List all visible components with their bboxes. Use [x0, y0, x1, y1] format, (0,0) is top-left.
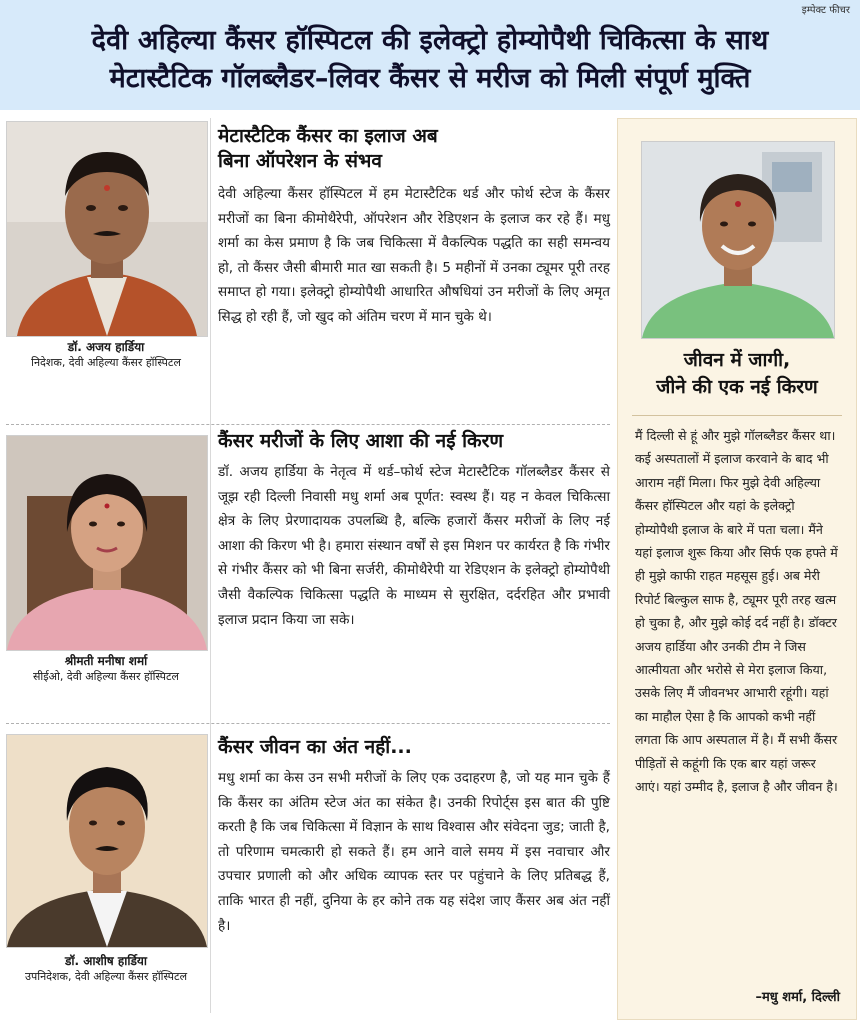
caption-ashish-hardia [6, 954, 206, 984]
testimonial-title [618, 347, 856, 401]
testimonial-signature: –मधु शर्मा, दिल्ली [755, 990, 840, 1005]
headline [0, 22, 860, 98]
section-title-line: मेटास्टैटिक कैंसर का इलाज अब [218, 125, 438, 147]
testimonial-title-line: जीवन में जागी, [683, 349, 791, 371]
headline-line-1: देवी अहिल्या कैंसर हॉस्पिटल की इलेक्ट्रो होम्योपैथी चिकित्सा के साथ [91, 25, 769, 56]
section-title [218, 124, 608, 174]
testimonial-body: मैं दिल्ली से हूं और मुझे गॉलब्लैडर कैंसर था। कई अस्पतालों में इलाज करवाने के बाद भी आराम नहीं मिला। फिर मुझे देवी अहिल्या कैंसर हॉस्पिटल और यहां के इलेक्ट्रो होम्योपैथी इलाज के बारे में पता चला। मैंने यहां इलाज शुरू किया और सिर्फ एक हफ्ते में ही मुझे काफी राहत महसूस हुई। अब मेरी रिपोर्ट बिल्कुल साफ है, ट्यूमर पूरी तरह खत्म हो चुका है, और मुझे कोई दर्द नहीं है। डॉक्टर अजय हार्डिया और उनकी टीम ने जिस आत्मीयता और भरोसे से मेरा इलाज किया, उसके लिए मैं जीवनभर आभारी रहूंगी। यहां का माहौल ऐसा है कि आपको कभी नहीं लगता कि आप अस्पताल में है। मैं सभी कैंसर पीड़ितों से कहूंगी कि एक बार यहां जरूर आएं। यहां उम्मीद है, इलाज है और जीवन है। [635, 428, 838, 795]
person-name: डॉ. आशीष हार्डिया [65, 954, 147, 968]
headline-banner [0, 0, 860, 110]
testimonial-rule [632, 415, 842, 416]
person-role: सीईओ, देवी अहिल्या कैंसर हॉस्पिटल [32, 670, 180, 683]
person-role: उपनिदेशक, देवी अहिल्या कैंसर हॉस्पिटल [24, 970, 188, 983]
headline-line-2: मेटास्टैटिक गॉलब्लैडर–लिवर कैंसर से मरीज को मिली संपूर्ण मुक्ति [109, 63, 751, 94]
section-title-line: बिना ऑपरेशन के संभव [218, 150, 382, 172]
caption-ajay-hardia [6, 340, 206, 370]
portrait-madhu-sharma [641, 141, 835, 339]
section-divider [6, 424, 610, 425]
portrait-ashish-hardia [6, 734, 208, 948]
section-body: डॉ. अजय हार्डिया के नेतृत्व में थर्ड–फोर्थ स्टेज मेटास्टैटिक गॉलब्लैडर कैंसर से जूझ रही दिल्ली निवासी मधु शर्मा अब पूर्णत: स्वस्थ हैं। यह न केवल चिकित्सा क्षेत्र के लिए प्रेरणादायक उपलब्धि है, बल्कि हजारों कैंसर मरीजों के लिए नई आशा की किरण भी है। हमारा संस्थान वर्षों से इस मिशन पर कार्यरत है कि गंभीर से गंभीर कैंसर को भी बिना सर्जरी, कीमोथैरेपी या रेडिएशन के इलेक्ट्रो होम्योपैथी जैसी वैकल्पिक चिकित्सा पद्धति के माध्यम से सुरक्षित, दर्दरहित और प्रभावी इलाज प्रदान किया जा सके। [218, 464, 610, 628]
portrait-ajay-hardia [6, 121, 208, 337]
section-title: कैंसर मरीजों के लिए आशा की नई किरण [218, 430, 504, 452]
section-title: कैंसर जीवन का अंत नहीं... [218, 736, 412, 758]
person-name: श्रीमती मनीषा शर्मा [64, 654, 148, 668]
person-name: डॉ. अजय हार्डिया [67, 340, 145, 354]
portrait-manisha-sharma [6, 435, 208, 651]
person-role: निदेशक, देवी अहिल्या कैंसर हॉस्पिटल [31, 356, 181, 369]
section-body: मधु शर्मा का केस उन सभी मरीजों के लिए एक उदाहरण है, जो यह मान चुके हैं कि कैंसर का अंतिम स्टेज अंत का संकेत है। उनकी रिपोर्ट्स इस बात की पुष्टि करती है कि जब चिकित्सा में विज्ञान के साथ विश्वास और संवेदना जुड; जाती है, तो परिणाम चमत्कारी हो सकते हैं। हम आने वाले समय में इस नवाचार और उपचार प्रणाली को और अधिक व्यापक स्तर पर पहुंचाने के लिए प्रतिबद्ध हैं, ताकि भारत ही नहीं, दुनिया के हर कोने तक यह संदेश जाए कैंसर अब अंत नहीं है। [218, 770, 610, 934]
caption-manisha-sharma [6, 654, 206, 684]
impact-feature-tag: इम्पेक्ट फीचर [801, 5, 850, 16]
column-rule [210, 118, 211, 1013]
section-body: देवी अहिल्या कैंसर हॉस्पिटल में हम मेटास्टैटिक थर्ड और फोर्थ स्टेज के कैंसर मरीजों का बिना कीमोथैरेपी, ऑपरेशन और रेडिएशन के इलाज कर रहे हैं। मधु शर्मा का केस प्रमाण है कि जब चिकित्सा में वैकल्पिक पद्धति का सही समन्वय हो, तो कैंसर जैसी बीमारी मात खा सकती है। 5 महीनों में उनका ट्यूमर पूरी तरह समाप्त हो गया। इलेक्ट्रो होम्योपैथी आधारित औषधियां उन मरीजों के लिए अमृत सिद्ध हो रही हैं, जो खुद को अंतिम चरण में मान चुके थे। [218, 186, 610, 325]
testimonial-title-line: जीने की एक नई किरण [656, 376, 818, 398]
testimonial-sidebar [617, 118, 857, 1020]
section-divider [6, 723, 610, 724]
